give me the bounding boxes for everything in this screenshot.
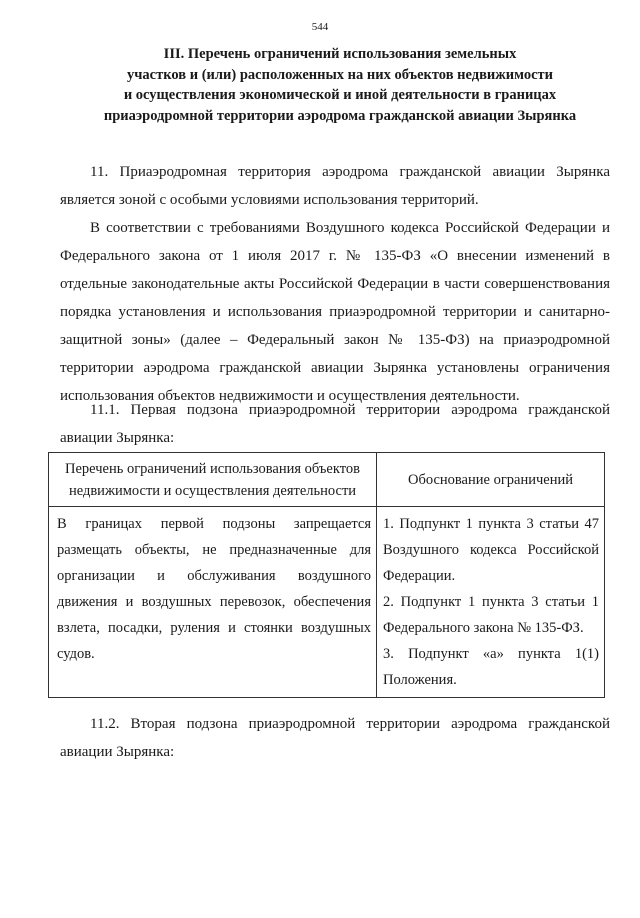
paragraph-line: порядка установления и использования приаэродромной территории и санитарно- [60,304,610,320]
paragraph-line: территории аэродрома гражданской авиации Зырянка установлены ограничения [60,360,610,376]
header-line: недвижимости и осуществления деятельности [68,482,357,499]
cell-line: Воздушного кодекса Российской [383,542,599,558]
cell-line: 1. Подпункт 1 пункта 3 статьи 47 [383,516,599,532]
paragraph-line: авиации Зырянка: [60,744,175,760]
cell-line: судов. [57,646,95,662]
restrictions-table [48,452,605,698]
paragraph-line: Федерального закона от 1 июля 2017 г. № 135-ФЗ «О внесении изменений в [60,248,610,264]
section-title [60,44,620,126]
paragraph-line: В соответствии с требованиями Воздушного кодекса Российской Федерации и [90,220,610,236]
section-title-line: III. Перечень ограничений использования земельных [163,46,517,62]
cell-line: Положения. [383,672,457,688]
paragraph-legal-basis [60,214,610,410]
paragraph-line: 11.1. Первая подзона приаэродромной территории аэродрома гражданской [90,402,610,418]
cell-line: движения и воздушных перевозок, обеспечения [57,594,371,610]
paragraph-line: авиации Зырянка: [60,430,175,446]
table-header-restrictions [49,453,377,507]
paragraph-line: отдельные законодательные акты Российской Федерации в части совершенствования [60,276,610,292]
section-title-line: и осуществления экономической и иной деятельности в границах [123,87,557,103]
table-header-justification: Обоснование ограничений [377,453,605,507]
paragraph-11-2 [60,710,610,766]
section-title-line: приаэродромной территории аэродрома гражданской авиации Зырянка [103,107,577,124]
page-number: 544 [311,21,329,33]
cell-line: взлета, посадки, руления и стоянки воздушных [57,620,371,636]
cell-line: Федерального закона № 135-ФЗ. [383,620,584,636]
cell-line: 2. Подпункт 1 пункта 3 статьи 1 [383,594,599,610]
table-cell-justification [377,507,605,698]
header-line: Перечень ограничений использования объектов [65,460,360,477]
table-row [49,507,605,698]
cell-line: 3. Подпункт «а» пункта 1(1) [383,646,599,662]
cell-line: В границах первой подзоны запрещается [57,516,371,532]
paragraph-line: защитной зоны» (далее – Федеральный закон № 135-ФЗ) на приаэродромной [60,332,610,348]
paragraph-line: является зоной с особыми условиями использования территорий. [60,192,479,208]
table-header-row [49,453,605,507]
paragraph-11 [60,158,610,214]
cell-line: размещать объекты, не предназначенные для [57,542,371,558]
paragraph-line: 11. Приаэродромная территория аэродрома гражданской авиации Зырянка [90,164,610,180]
cell-line: организации и обслуживания воздушного [57,568,371,584]
paragraph-line: 11.2. Вторая подзона приаэродромной территории аэродрома гражданской [90,716,610,732]
cell-line: Федерации. [383,568,456,584]
paragraph-11-1 [60,396,610,452]
section-title-line: участков и (или) расположенных на них объектов недвижимости [126,66,553,83]
table-cell-restriction [49,507,377,698]
paragraph-line: использования объектов недвижимости и осуществления деятельности. [60,388,520,404]
